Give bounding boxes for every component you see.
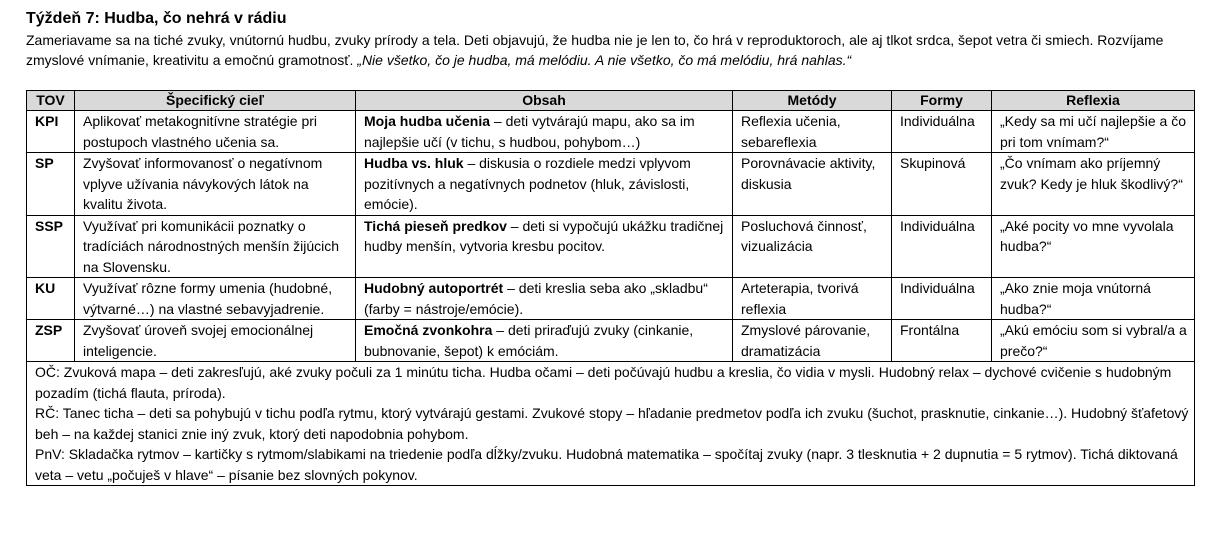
intro-line-2: Rozvíjame zmyslové vnímanie, kreativitu a emočnú gramotnosť. <box>26 32 1164 68</box>
note-rc: RČ: Tanec ticha – deti sa pohybujú v tichu podľa rytmu, ktorý vytvárajú gestami. Zvukové stopy – hľadanie predmetov podľa ich zvuku (šuchot, prasknutie, cinkanie…). Hudobný šťafetový beh – na každej stanici znie iný zvuk, ktorý deti napodobnia pohybom. <box>35 405 1189 442</box>
note-oc: OČ: Zvuková mapa – deti zakresľujú, aké zvuky počuli za 1 minútu ticha. Hudba očami – deti počúvajú hudbu a kreslia, čo vidia v mysli. Hudobný relax – dychové cvičenie s hudobným pozadím (tichá flauta, príroda). <box>35 364 1172 401</box>
row-goal: Zvyšovať úroveň svojej emocionálnej inteligencie. <box>75 320 356 362</box>
intro-quote: „Nie všetko, čo je hudba, má melódiu. A nie všetko, čo má melódiu, hrá nahlas.“ <box>357 52 852 68</box>
row-code: KU <box>27 278 75 320</box>
content-title: Moja hudba učenia <box>364 113 491 129</box>
row-content <box>356 320 733 362</box>
content-title: Tichá pieseň predkov <box>364 217 507 234</box>
document-page <box>26 8 1194 486</box>
notes-row <box>27 362 1195 486</box>
content-text: – deti kreslia seba ako „skladbu“ (farby = nástroje/emócie). <box>364 280 708 317</box>
row-goal: Využívať pri komunikácii poznatky o tradíciách národnostných menšín žijúcich na Slovensku. <box>75 215 356 278</box>
table-row <box>27 278 1195 320</box>
row-methods: Porovnávacie aktivity, diskusia <box>733 153 892 216</box>
lesson-plan-table <box>26 90 1195 486</box>
row-content <box>356 111 733 153</box>
row-goal: Zvyšovať informovanosť o negatívnom vplyve užívania návykových látok na kvalitu života. <box>75 153 356 216</box>
row-forms: Individuálna <box>892 278 992 320</box>
row-content <box>356 153 733 216</box>
header-tov: TOV <box>27 91 75 111</box>
row-methods: Zmyslové párovanie, dramatizácia <box>733 320 892 362</box>
row-forms: Individuálna <box>892 215 992 278</box>
row-reflection: „Akú emóciu som si vybral/a a prečo?“ <box>992 320 1195 362</box>
header-goal: Špecifický cieľ <box>75 91 356 111</box>
row-goal: Aplikovať metakognitívne stratégie pri postupoch vlastného učenia sa. <box>75 111 356 153</box>
header-methods: Metódy <box>733 91 892 111</box>
table-row <box>27 215 1195 278</box>
row-code: SSP <box>27 215 75 278</box>
row-goal: Využívať rôzne formy umenia (hudobné, výtvarné…) na vlastné sebavyjadrenie. <box>75 278 356 320</box>
content-text: – deti vytvárajú mapu, ako sa im najlepšie učí (v tichu, s hudbou, pohybom…) <box>364 113 695 150</box>
table-row <box>27 111 1195 153</box>
intro-paragraph <box>26 30 1194 70</box>
notes-cell <box>27 362 1195 486</box>
row-forms: Frontálna <box>892 320 992 362</box>
row-reflection: „Ako znie moja vnútorná hudba?“ <box>992 278 1195 320</box>
content-text: – deti si vypočujú ukážku tradičnej hudby menšín, vytvoria kresbu pocitov. <box>364 217 724 254</box>
content-text: – diskusia o rozdiele medzi vplyvom pozitívnych a negatívnych podnetov (hluk, závislosti, emócie). <box>364 155 691 212</box>
row-methods: Arteterapia, tvorivá reflexia <box>733 278 892 320</box>
row-forms: Individuálna <box>892 111 992 153</box>
row-methods: Reflexia učenia, sebareflexia <box>733 111 892 153</box>
row-content <box>356 215 733 278</box>
row-content <box>356 278 733 320</box>
intro-line-1: Zameriavame sa na tiché zvuky, vnútornú hudbu, zvuky prírody a tela. Deti objavujú, že hudba nie je len to, čo hrá v reproduktoroch, ale aj tlkot srdca, šepot vetra či smiech. <box>26 32 1094 48</box>
row-reflection: „Aké pocity vo mne vyvolala hudba?“ <box>992 215 1195 278</box>
content-title: Hudba vs. hluk <box>364 155 464 171</box>
document-title: Týždeň 7: Hudba, čo nehrá v rádiu <box>26 10 287 27</box>
row-code: KPI <box>27 111 75 153</box>
header-reflection: Reflexia <box>992 91 1195 111</box>
note-pnv: PnV: Skladačka rytmov – kartičky s rytmom/slabikami na triedenie podľa dĺžky/zvuku. Hudobná matematika – spočítaj zvuky (napr. 3 tlesknutia + 2 dupnutia = 5 rytmov). Tichá diktovaná veta – vetu „počuješ v hlave“ – písanie bez slovných pokynov. <box>35 446 1178 483</box>
content-title: Emočná zvonkohra <box>364 322 493 338</box>
row-methods: Posluchová činnosť, vizualizácia <box>733 215 892 278</box>
row-reflection: „Čo vnímam ako príjemný zvuk? Kedy je hluk škodlivý?“ <box>992 153 1195 216</box>
table-header-row <box>27 91 1195 111</box>
content-text: – deti priraďujú zvuky (cinkanie, bubnovanie, šepot) k emóciám. <box>364 322 694 359</box>
content-title: Hudobný autoportrét <box>364 280 504 296</box>
header-content: Obsah <box>356 91 733 111</box>
row-reflection: „Kedy sa mi učí najlepšie a čo pri tom vnímam?“ <box>992 111 1195 153</box>
row-code: SP <box>27 153 75 216</box>
header-forms: Formy <box>892 91 992 111</box>
row-forms: Skupinová <box>892 153 992 216</box>
row-code: ZSP <box>27 320 75 362</box>
table-row <box>27 153 1195 216</box>
table-row <box>27 320 1195 362</box>
